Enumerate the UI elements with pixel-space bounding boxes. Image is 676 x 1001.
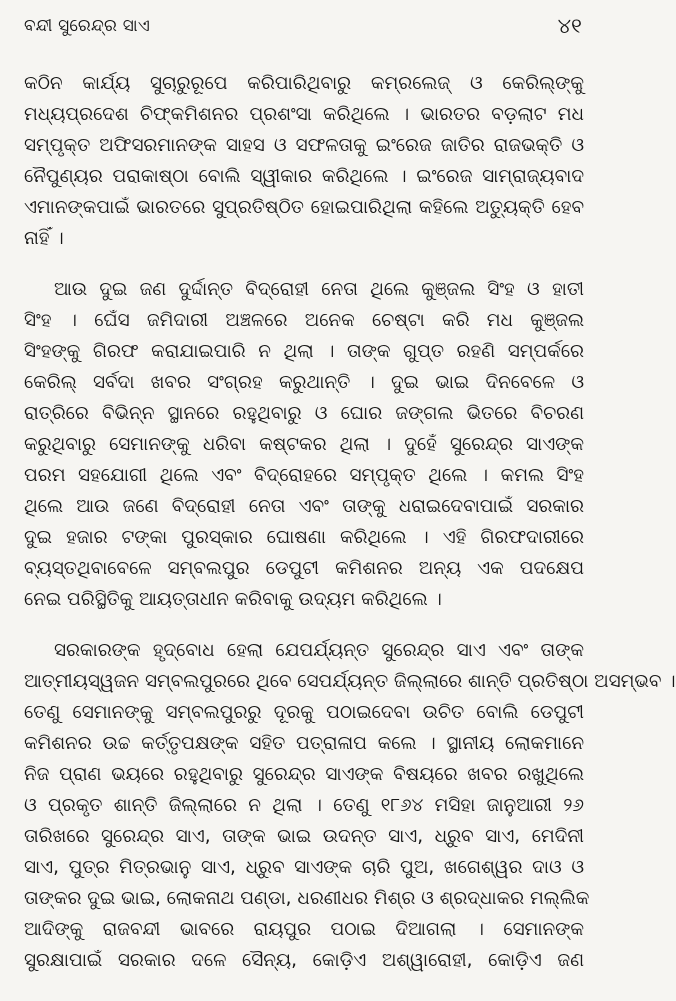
text-line: ଆଦିଙ୍କୁ ରାଜବନ୍ଦୀ ଭାବରେ ରାୟପୁର ପଠାଇ ଦିଆଗଲା । ସେମାନଙ୍କ [24, 919, 584, 940]
text-line: ନିଜ ପ୍ରାଣ ଭୟରେ ରହୁଥିବାରୁ ସୁରେନ୍ଦ୍ର ସାଏଙ୍କ ବିଷୟରେ ଖବର ରଖୁଥିଲେ [24, 764, 584, 785]
text-line: ଆତ୍ମୀୟସ୍ୱଜନ ସମ୍ବଲପୁରରେ ଥିବେ ସେପର୍ଯ୍ୟନ୍ତ ଜିଲ୍ଲାରେ ଶାନ୍ତି ପ୍ରତିଷ୍ଠା ଅସମ୍ଭବ । [24, 671, 676, 692]
text-line: ମଧ୍ୟପ୍ରଦେଶ ଚିଫ୍‌କମିଶନର ପ୍ରଶଂସା କରିଥିଲେ । ଭାରତର ବଡ଼ଲାଟ ମଧ [24, 104, 584, 125]
text-line: କରୁଥିବାରୁ ସେମାନଙ୍କୁ ଧରିବା କଷ୍ଟକର ଥିଲା । ଦୁହେଁ ସୁରେନ୍ଦ୍ର ସାଏଙ୍କ [24, 434, 584, 455]
running-title: ବନ୍ଦୀ ସୁରେନ୍ଦ୍ର ସାଏ [24, 16, 151, 36]
text-line: ସୁରକ୍ଷାପାଇଁ ସରକାର ଦଳେ ସୈନ୍ୟ, କୋଡ଼ିଏ ଅଶ୍ୱାରୋହୀ, କୋଡ଼ିଏ ଜଣ [24, 950, 584, 971]
text-line: ଆଉ ଦୁଇ ଜଣ ଦୁର୍ଦ୍ଦାନ୍ତ ବିଦ୍ରୋହୀ ନେତା ଥିଲେ କୁଞ୍ଜଲ ସିଂହ ଓ ହାତୀ [54, 279, 584, 300]
paragraph-1 [24, 68, 584, 254]
paragraph-3 [24, 635, 676, 976]
text-line: ଓ ପ୍ରକୃତ ଶାନ୍ତି ଜିଲ୍ଲାରେ ନ ଥିଲା । ତେଣୁ ୧୮୬୪ ମସିହା ଜାନୁଆରୀ ୨୬ [24, 795, 584, 816]
text-line: ରାତ୍ରିରେ ବିଭିନ୍ନ ସ୍ଥାନରେ ରହୁଥିବାରୁ ଓ ଘୋର ଜଙ୍ଗଲ ଭିତରେ ବିଚରଣ [24, 403, 584, 424]
text-line: ସାଏ, ପୁତ୍ର ମିତ୍ରଭାନୁ ସାଏ, ଧ୍ରୁବ ସାଏଙ୍କ ଚାରି ପୁଅ, ଖଗେଶ୍ୱର ଦାଓ ଓ [24, 857, 584, 878]
text-line: ତେଣୁ ସେମାନଙ୍କୁ ସମ୍ବଲପୁରରୁ ଦୂରକୁ ପଠାଇଦେବା ଉଚିତ ବୋଲି ଡେପୁଟୀ [24, 702, 584, 723]
page-header [24, 12, 584, 42]
text-line: ନୈପୁଣ୍ୟର ପରାକାଷ୍ଠା ବୋଲି ସ୍ୱୀକାର କରିଥିଲେ । ଇଂରେଜ ସାମ୍ରାଜ୍ୟବାଦ [24, 166, 584, 187]
text-line: ତାଙ୍କର ଦୁଇ ଭାଇ, ଲୋକନାଥ ପଣ୍ଡା, ଧରଣୀଧର ମିଶ୍ର ଓ ଶ୍ରଦ୍ଧାକର ମଲ୍ଲିକ [24, 888, 590, 909]
text-line: କମିଶନର ଉଚ୍ଚ କର୍ତ୍ତୃପକ୍ଷଙ୍କ ସହିତ ପତ୍ରାଳାପ କଲେ । ସ୍ଥାନୀୟ ଲୋକମାନେ [24, 733, 584, 754]
text-line: ତାରିଖରେ ସୁରେନ୍ଦ୍ର ସାଏ, ତାଙ୍କ ଭାଇ ଉଦନ୍ତ ସାଏ, ଧ୍ରୁବ ସାଏ, ମେଦିନୀ [24, 826, 584, 847]
text-line: ନାହିଁ । [24, 228, 64, 249]
text-line: ସମ୍ପୃକ୍ତ ଅଫିସରମାନଙ୍କ ସାହସ ଓ ସଫଳତାକୁ ଇଂରେଜ ଜାତିର ରାଜଭକ୍ତି ଓ [24, 135, 584, 156]
text-line: କେରିଲ୍ ସର୍ବଦା ଖବର ସଂଗ୍ରହ କରୁଥାନ୍ତି । ଦୁଇ ଭାଇ ଦିନବେଳେ ଓ [24, 372, 584, 393]
text-line: ସରକାରଙ୍କ ହୃଦ୍‌ବୋଧ ହେଲା ଯେପର୍ଯ୍ୟନ୍ତ ସୁରେନ୍ଦ୍ର ସାଏ ଏବଂ ତାଙ୍କ [54, 640, 584, 661]
text-line: ସିଂହଙ୍କୁ ଗିରଫ କରାଯାଇପାରି ନ ଥିଲା । ତାଙ୍କ ଗୁପ୍ତ ରହଣି ସମ୍ପର୍କରେ [24, 341, 584, 362]
text-line: ସିଂହ । ଘେଁସ ଜମିଦାରୀ ଅଞ୍ଚଳରେ ଅନେକ ଚେଷ୍ଟା କରି ମଧ କୁଞ୍ଜଲ [24, 310, 584, 331]
page-body [24, 68, 676, 976]
text-line: ଏମାନଙ୍କପାଇଁ ଭାରତରେ ସୁପ୍ରତିଷ୍ଠିତ ହୋଇପାରିଥିଲା କହିଲେ ଅତ୍ୟୁକ୍ତି ହେବ [24, 197, 584, 218]
text-line: ନେଇ ପରିସ୍ଥିତିକୁ ଆୟତ୍ତାଧୀନ କରିବାକୁ ଉଦ୍ୟମ କରିଥିଲେ । [24, 589, 442, 610]
page-number: ୪୧ [557, 14, 582, 38]
text-line: ଦୁଇ ହଜାର ଟଙ୍କା ପୁରସ୍କାର ଘୋଷଣା କରିଥିଲେ । ଏହି ଗିରଫଦାରୀରେ [24, 527, 584, 548]
text-line: କଠିନ କାର୍ଯ୍ୟ ସୁଚାରୁରୂପେ କରିପାରିଥିବାରୁ କମ୍‌ରଲେଜ୍ ଓ କେରିଲ୍‌ଙ୍କୁ [24, 73, 584, 94]
text-line: ବ୍ୟସ୍ତଥିବାବେଳେ ସମ୍ବଲପୁର ଡେପୁଟୀ କମିଶନର ଅନ୍ୟ ଏକ ପଦକ୍ଷେପ [24, 558, 584, 579]
text-line: ପରମ ସହଯୋଗୀ ଥିଲେ ଏବଂ ବିଦ୍ରୋହରେ ସମ୍ପୃକ୍ତ ଥିଲେ । କମଲ ସିଂହ [24, 465, 584, 486]
text-line: ଥିଲେ ଆଉ ଜଣେ ବିଦ୍ରୋହୀ ନେତା ଏବଂ ତାଙ୍କୁ ଧରାଇଦେବାପାଇଁ ସରକାର [24, 496, 584, 517]
paragraph-2 [24, 274, 584, 615]
